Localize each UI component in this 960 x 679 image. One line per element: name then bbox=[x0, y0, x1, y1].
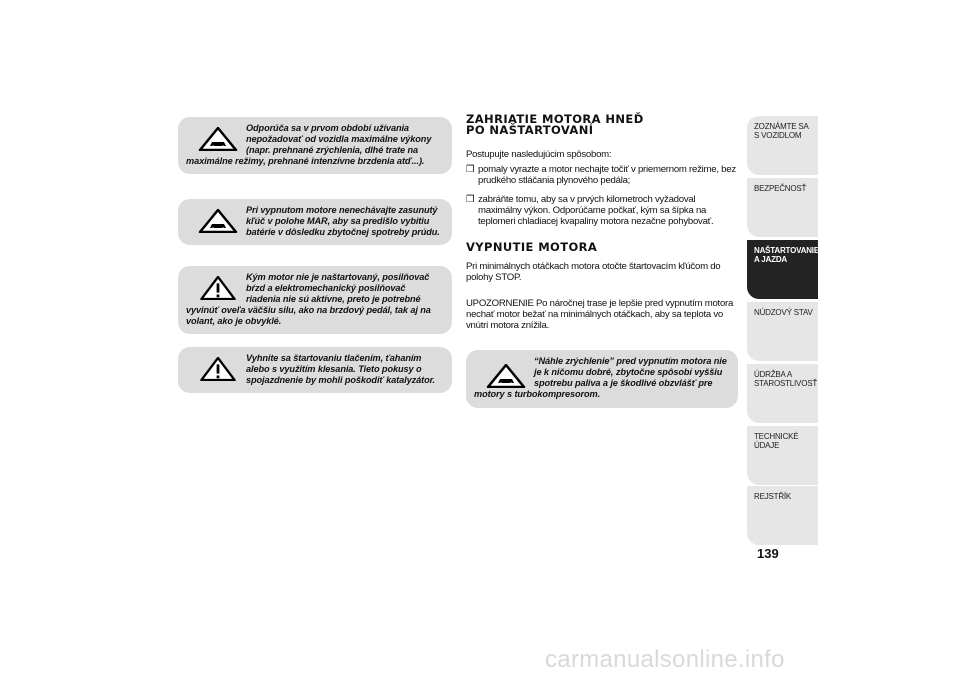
tab-technical-data[interactable]: TECHNICKÉ ÚDAJE bbox=[747, 426, 818, 485]
tab-starting-driving[interactable]: NAŠTARTOVANIE A JAZDA bbox=[747, 240, 818, 299]
warning-note-3 bbox=[178, 266, 452, 334]
section-paragraph-2: UPOZORNENIE Po náročnej trase je lepšie pred vypnutím motora nechať motor bežať na minimálnych otáčkach, aby sa teplota vo vnútri motora znížila. bbox=[466, 298, 734, 331]
tab-safety[interactable]: BEZPEČNOSŤ bbox=[747, 178, 818, 237]
car-warning-icon bbox=[486, 364, 526, 388]
bullet-marker: ❒ bbox=[466, 194, 475, 205]
tab-vehicle[interactable]: ZOZNÁMTE SA S VOZIDLOM bbox=[747, 116, 818, 175]
list-item bbox=[466, 164, 741, 186]
section-title-line-1: ZAHRIATIE MOTORA HNEĎ bbox=[466, 112, 644, 126]
page-number: 139 bbox=[757, 546, 779, 561]
car-warning-icon bbox=[198, 209, 238, 233]
warning-note-text: “Náhle zrýchlenie” pred vypnutím motora nie je k ničomu dobré, zbytočne spôsobí vyššiu spotrebu paliva a je škodlivé obzvlášť pre motory s turbokompresorom. bbox=[474, 356, 727, 399]
bullet-marker: ❒ bbox=[466, 164, 475, 175]
tab-maintenance[interactable]: ÚDRŽBA A STAROSTLIVOSŤ bbox=[747, 364, 818, 423]
list-item-text: zabráňte tomu, aby sa v prvých kilometroch vyžadoval maximálny výkon. Odporúčame počkať, kým sa šípka na teplomeri chladiacej kvapaliny motora nezačne pohybovať. bbox=[478, 194, 714, 227]
section-intro: Postupujte nasledujúcim spôsobom: bbox=[466, 149, 612, 160]
warning-note-2 bbox=[178, 199, 452, 245]
section-title-warmup bbox=[466, 114, 644, 136]
car-warning-icon bbox=[198, 127, 238, 151]
warning-note-text: Vyhnite sa štartovaniu tlačením, ťahaním alebo s využitím klesania. Tieto pokusy o spojazdnenie by mohli poškodiť katalyzátor. bbox=[246, 353, 435, 385]
watermark: carmanualsonline.info bbox=[545, 646, 785, 673]
warning-note-1 bbox=[178, 117, 452, 174]
list-item-text: pomaly vyrazte a motor nechajte točiť v priemernom režime, bez prudkého stláčania plynového pedála; bbox=[478, 164, 736, 186]
warning-note-text: Pri vypnutom motore nenechávajte zasunutý kľúč v polohe MAR, aby sa predišlo vybitiu batérie v dôsledku zbytočnej spotreby prúdu. bbox=[246, 205, 440, 237]
list-item bbox=[466, 194, 741, 227]
tab-index[interactable]: REJSTŘÍK bbox=[747, 486, 818, 545]
section-title-line-2: PO NAŠTARTOVANÍ bbox=[466, 123, 594, 137]
warning-note-4 bbox=[178, 347, 452, 393]
warning-triangle-icon bbox=[198, 276, 238, 300]
warning-triangle-icon bbox=[198, 357, 238, 381]
warning-note-5 bbox=[466, 350, 738, 408]
warning-note-text: Odporúča sa v prvom období užívania nepožadovať od vozidla maximálne výkony (napr. prehnané zrýchlenia, dlhé trate na maximálne režimy, prehnané intenzívne brzdenia atď...). bbox=[186, 123, 432, 166]
tab-emergency[interactable]: NÚDZOVÝ STAV bbox=[747, 302, 818, 361]
section-title-engine-off: VYPNUTIE MOTORA bbox=[466, 240, 598, 254]
section-paragraph-1: Pri minimálnych otáčkach motora otočte štartovacím kľúčom do polohy STOP. bbox=[466, 261, 721, 283]
warning-note-text: Kým motor nie je naštartovaný, posilňovač bŕzd a elektromechanický posilňovač riadenia nie sú aktívne, preto je potrebné vyvinúť oveľa väčšiu silu, ako na brzdový pedál, tak aj na volant, ako je obvyklé. bbox=[186, 272, 431, 326]
